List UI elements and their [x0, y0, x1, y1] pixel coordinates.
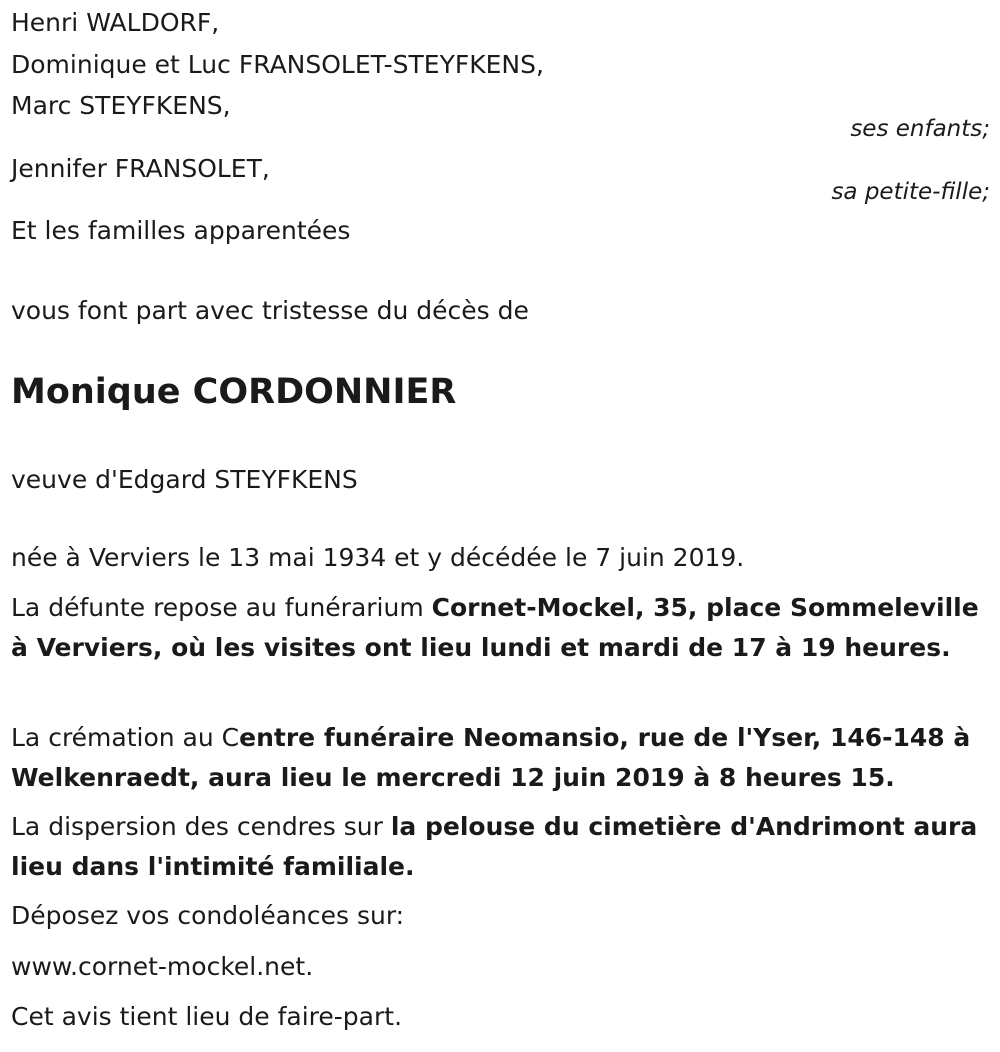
announcement: vous font part avec tristesse du décès de — [11, 296, 529, 325]
repose-location: Cornet-Mockel, 35, place Sommeleville à Verviers, où les visites ont lieu lundi et mardi de 17 à 19 heures. — [11, 593, 979, 662]
child-line-1: Henri WALDORF, — [11, 8, 220, 37]
child-line-2: Dominique et Luc FRANSOLET-STEYFKENS, — [11, 50, 544, 79]
granddaughter-role: sa petite-fille; — [831, 179, 990, 205]
condolences-website[interactable]: www.cornet-mockel.net. — [11, 952, 314, 981]
obituary-notice — [11, 0, 990, 1052]
cremation-details: entre funéraire Neomansio, rue de l'Yser, 146-148 à Welkenraedt, aura lieu le mercredi 12 juin 2019 à 8 heures 15. — [11, 723, 971, 792]
cremation-intro: La crémation au C — [11, 723, 240, 752]
repose-intro: La défunte repose au funérarium — [11, 593, 432, 622]
cremation-paragraph — [11, 718, 986, 798]
other-families: Et les familles apparentées — [11, 216, 351, 245]
child-line-3: Marc STEYFKENS, — [11, 91, 231, 120]
closing-line: Cet avis tient lieu de faire-part. — [11, 1002, 403, 1031]
granddaughter-line: Jennifer FRANSOLET, — [11, 154, 270, 183]
deceased-name: Monique CORDONNIER — [11, 372, 457, 412]
children-role: ses enfants; — [850, 116, 990, 142]
dispersion-intro: La dispersion des cendres sur — [11, 812, 391, 841]
dispersion-paragraph — [11, 807, 986, 887]
spouse-line: veuve d'Edgard STEYFKENS — [11, 465, 358, 494]
dispersion-details: la pelouse du cimetière d'Andrimont aura lieu dans l'intimité familiale. — [11, 812, 978, 881]
condolences-label: Déposez vos condoléances sur: — [11, 901, 405, 930]
repose-paragraph — [11, 588, 986, 668]
birth-death-line: née à Verviers le 13 mai 1934 et y décédée le 7 juin 2019. — [11, 543, 745, 572]
